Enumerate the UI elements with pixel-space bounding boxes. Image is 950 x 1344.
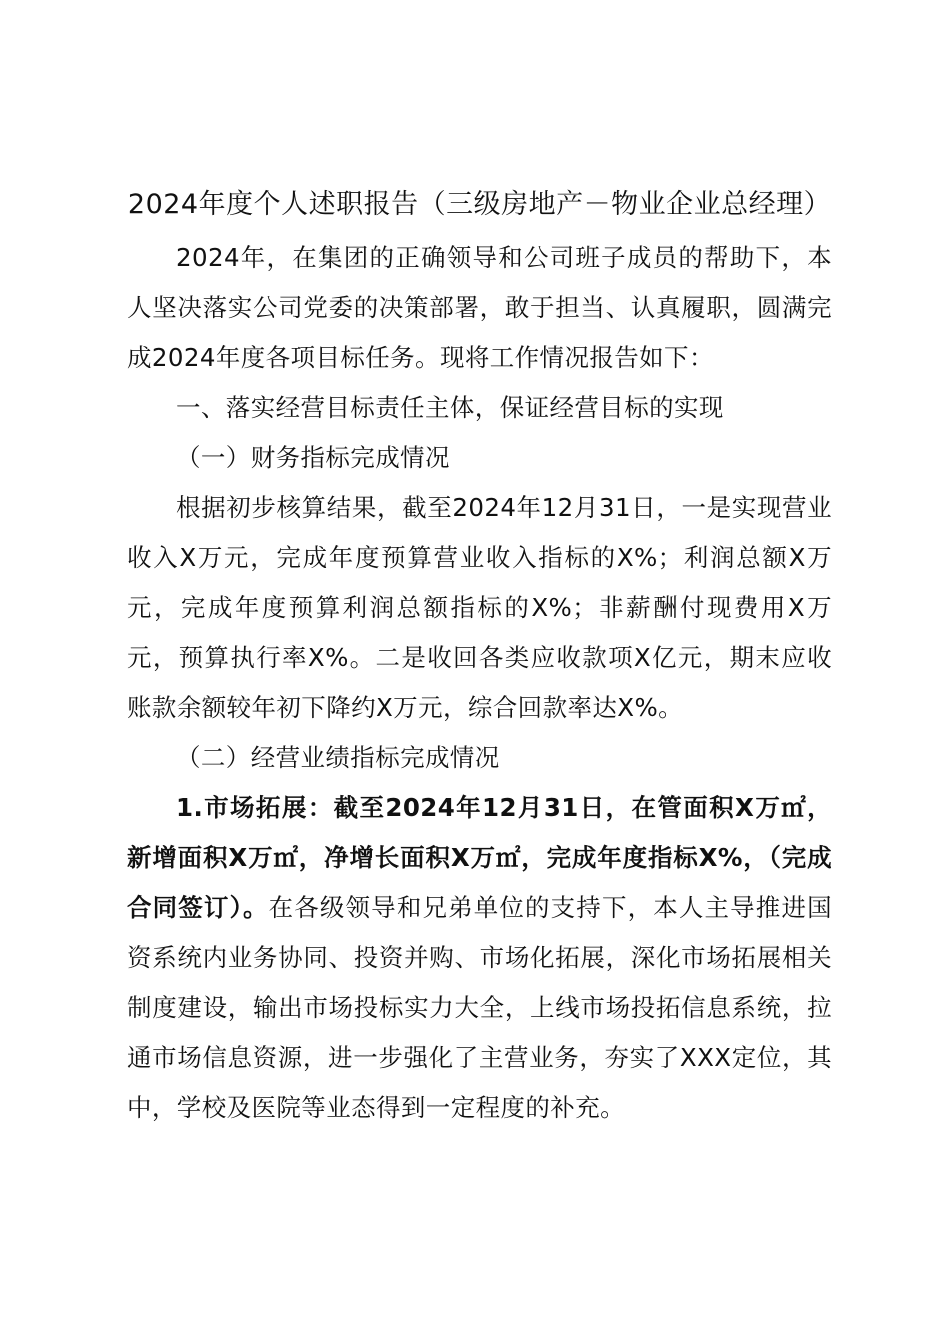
market-expansion-text: 在各级领导和兄弟单位的支持下，本人主导推进国资系统内业务协同、投资并购、市场化拓展，深化市场拓展相关制度建设，输出市场投标实力大全，上线市场投拓信息系统，拉通市场信息资源，进一步强化了主营业务，夯实了XXX定位，其中，学校及医院等业态得到一定程度的补充。: [127, 893, 832, 1122]
subsection-heading-financial: （一）财务指标完成情况: [176, 443, 450, 472]
intro-paragraph: 2024年，在集团的正确领导和公司班子成员的帮助下，本人坚决落实公司党委的决策部署，敢于担当、认真履职，圆满完成2024年度各项目标任务。现将工作情况报告如下：: [127, 243, 832, 372]
market-expansion-paragraph: [127, 783, 832, 1133]
financial-paragraph: 根据初步核算结果，截至2024年12月31日，一是实现营业收入X万元，完成年度预算营业收入指标的X%；利润总额X万元，完成年度预算利润总额指标的X%；非薪酬付现费用X万元，预算执行率X%。二是收回各类应收款项X亿元，期末应收账款余额较年初下降约X万元，综合回款率达X%。: [127, 493, 832, 722]
market-expansion-lead: 1.市场拓展：截至2024年12月31日，在管面积X万㎡，新增面积X万㎡，净增长面积X万㎡，完成年度指标X%，（完成合同签订）。: [127, 793, 832, 922]
document-body: [127, 183, 832, 1133]
subsection-heading-performance: （二）经营业绩指标完成情况: [176, 743, 500, 772]
section-heading-1: 一、落实经营目标责任主体，保证经营目标的实现: [176, 393, 724, 422]
document-title: 2024年度个人述职报告（三级房地产－物业企业总经理）: [127, 189, 832, 220]
